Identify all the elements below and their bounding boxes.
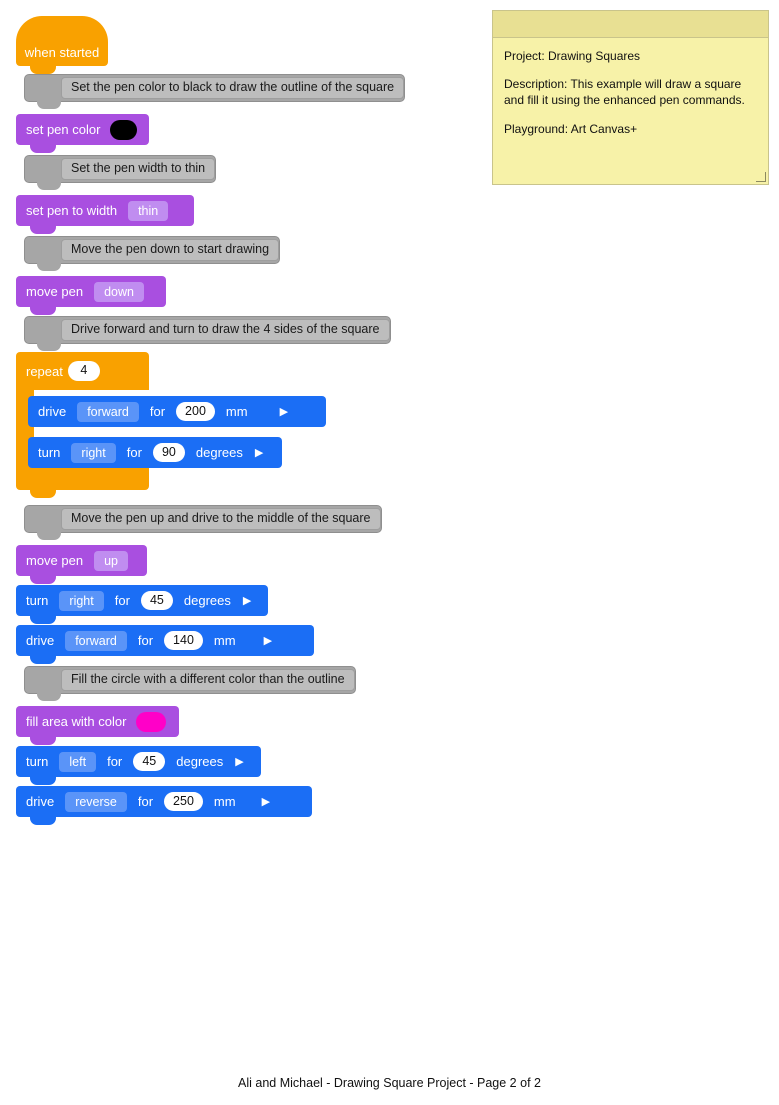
- block-notch: [30, 816, 56, 825]
- drive-direction[interactable]: forward: [77, 402, 139, 422]
- note-playground-line: Playground: Art Canvas+: [504, 121, 638, 136]
- turn-direction[interactable]: right: [71, 443, 115, 463]
- note-resize-handle[interactable]: [756, 172, 766, 182]
- project-note[interactable]: [492, 10, 769, 185]
- block-set-pen-width[interactable]: [16, 195, 194, 226]
- comment-block-4[interactable]: [24, 316, 391, 344]
- block-turn-left-45[interactable]: [16, 746, 261, 777]
- block-notch: [30, 575, 56, 584]
- block-notch: [37, 100, 61, 109]
- block-fill-area-with-color[interactable]: [16, 706, 179, 737]
- drive-verb: drive: [38, 404, 67, 419]
- move-pen-value[interactable]: up: [94, 551, 128, 571]
- comment-text: Set the pen color to black to draw the outline of the square: [61, 77, 404, 99]
- block-notch: [37, 181, 61, 190]
- page-footer: Ali and Michael - Drawing Square Project - Page 2 of 2: [238, 1076, 541, 1090]
- for-label: for: [137, 794, 154, 809]
- for-label: for: [114, 593, 130, 608]
- for-label: for: [137, 633, 154, 648]
- drive-amount[interactable]: 140: [164, 631, 203, 651]
- block-move-pen-down[interactable]: [16, 276, 166, 307]
- drive-verb: drive: [26, 794, 55, 809]
- block-drive-forward-200[interactable]: [28, 396, 326, 427]
- block-notch: [37, 531, 61, 540]
- drive-verb: drive: [26, 633, 55, 648]
- block-drive-reverse-250[interactable]: [16, 786, 312, 817]
- drive-direction[interactable]: forward: [65, 631, 127, 651]
- turn-amount[interactable]: 45: [141, 591, 173, 611]
- expand-arrow-icon[interactable]: ▶: [235, 756, 244, 768]
- block-set-pen-color[interactable]: [16, 114, 149, 145]
- turn-verb: turn: [38, 445, 61, 460]
- block-notch: [30, 306, 56, 315]
- when-started-label: when started: [24, 45, 100, 60]
- comment-text: Move the pen up and drive to the middle of the square: [61, 508, 381, 530]
- comment-text: Fill the circle with a different color than the outline: [61, 669, 355, 691]
- expand-arrow-icon[interactable]: ▶: [242, 595, 252, 607]
- move-pen-label: move pen: [26, 553, 84, 568]
- drive-unit: mm: [213, 633, 236, 648]
- turn-amount[interactable]: 45: [133, 752, 165, 772]
- block-notch: [37, 342, 61, 351]
- expand-arrow-icon[interactable]: ▶: [254, 447, 264, 459]
- fill-area-label: fill area with color: [26, 714, 127, 729]
- note-title-bar[interactable]: [493, 11, 768, 38]
- block-notch: [30, 225, 56, 234]
- block-move-pen-up[interactable]: [16, 545, 147, 576]
- turn-amount[interactable]: 90: [153, 443, 185, 463]
- set-pen-color-label: set pen color: [26, 122, 101, 137]
- for-label: for: [107, 754, 123, 769]
- block-notch: [30, 655, 56, 664]
- expand-arrow-icon[interactable]: ▶: [263, 635, 273, 647]
- pen-width-value[interactable]: thin: [128, 201, 168, 221]
- move-pen-label: move pen: [26, 284, 84, 299]
- repeat-header[interactable]: [16, 352, 149, 390]
- block-turn-right-90[interactable]: [28, 437, 282, 468]
- repeat-count[interactable]: 4: [68, 361, 100, 381]
- pen-color-swatch[interactable]: [110, 120, 137, 140]
- block-notch: [37, 692, 61, 701]
- comment-text: Drive forward and turn to draw the 4 sides of the square: [61, 319, 390, 341]
- drive-amount[interactable]: 200: [176, 402, 215, 422]
- set-pen-width-label: set pen to width: [26, 203, 118, 218]
- note-project-line: Project: Drawing Squares: [504, 49, 641, 63]
- expand-arrow-icon[interactable]: ▶: [279, 406, 289, 418]
- block-notch: [30, 489, 56, 498]
- turn-verb: turn: [26, 593, 49, 608]
- block-notch: [37, 262, 61, 271]
- turn-unit: degrees: [176, 754, 224, 769]
- for-label: for: [149, 404, 166, 419]
- turn-direction[interactable]: right: [59, 591, 103, 611]
- block-notch: [30, 736, 56, 745]
- comment-block-2[interactable]: [24, 155, 216, 183]
- repeat-label: repeat: [26, 363, 63, 379]
- drive-unit: mm: [213, 794, 236, 809]
- comment-block-1[interactable]: [24, 74, 405, 102]
- expand-arrow-icon[interactable]: ▶: [261, 796, 271, 808]
- comment-block-5[interactable]: [24, 505, 382, 533]
- note-description-line: Description: This example will draw a square and fill it using the enhanced pen commands.: [504, 77, 745, 108]
- drive-unit: mm: [225, 404, 248, 419]
- drive-amount[interactable]: 250: [164, 792, 203, 812]
- move-pen-value[interactable]: down: [94, 282, 144, 302]
- comment-block-3[interactable]: [24, 236, 280, 264]
- block-drive-forward-140[interactable]: [16, 625, 314, 656]
- drive-direction[interactable]: reverse: [65, 792, 127, 812]
- block-notch: [30, 144, 56, 153]
- comment-text: Move the pen down to start drawing: [61, 239, 279, 261]
- turn-unit: degrees: [183, 593, 231, 608]
- block-when-started[interactable]: [16, 16, 108, 66]
- block-notch: [30, 65, 56, 74]
- block-notch: [30, 776, 56, 785]
- block-notch: [30, 615, 56, 624]
- turn-verb: turn: [26, 754, 49, 769]
- fill-color-swatch[interactable]: [136, 712, 166, 732]
- note-body: [493, 38, 768, 159]
- comment-block-6[interactable]: [24, 666, 356, 694]
- comment-text: Set the pen width to thin: [61, 158, 215, 180]
- turn-unit: degrees: [195, 445, 243, 460]
- block-turn-right-45[interactable]: [16, 585, 268, 616]
- turn-direction[interactable]: left: [59, 752, 96, 772]
- for-label: for: [126, 445, 142, 460]
